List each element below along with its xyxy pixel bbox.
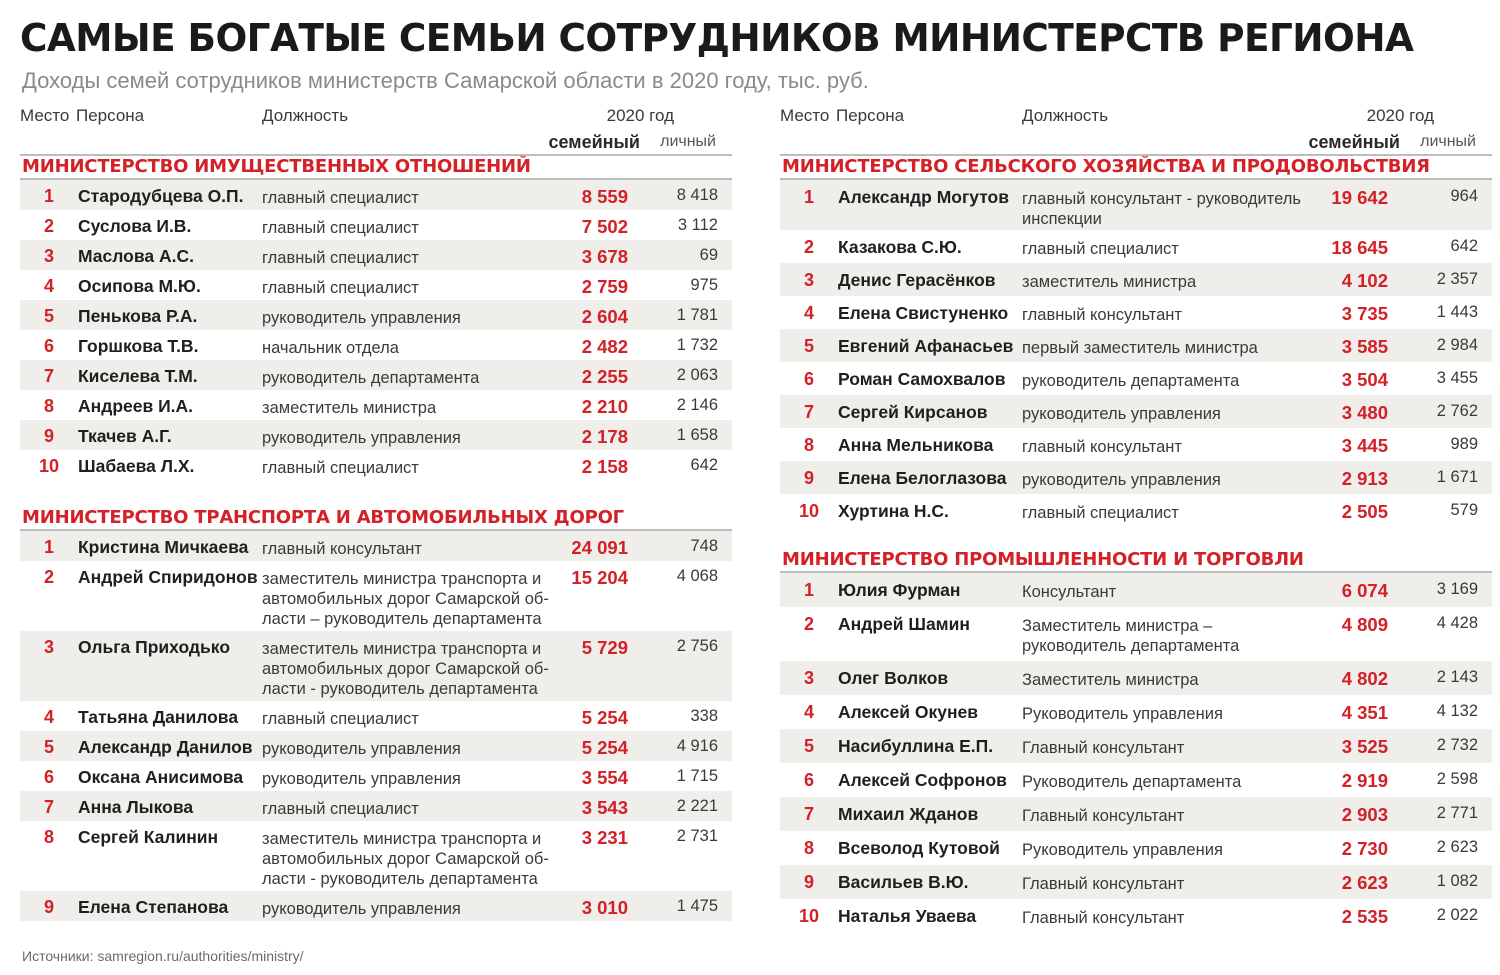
row-position: заместитель министра транспорта и автомобильных дорог Самарской об- ласти - руководитель департамента (262, 830, 549, 888)
table-header (780, 100, 1492, 156)
row-family-income: 2 255 (581, 366, 628, 387)
row-position: главный консультант (262, 540, 422, 558)
table-row (20, 180, 732, 210)
row-personal-income: 642 (690, 456, 718, 474)
row-person-name: Киселева Т.М. (78, 366, 198, 386)
row-place: 3 (803, 270, 814, 290)
row-person-name: Роман Самохвалов (838, 369, 1006, 389)
row-family-income: 5 254 (581, 707, 628, 728)
row-place: 1 (43, 537, 54, 557)
row-person-name: Хуртина Н.С. (838, 501, 949, 521)
section-property (20, 156, 732, 480)
row-place: 8 (43, 827, 54, 847)
row-family-income: 7 502 (581, 216, 628, 237)
row-personal-income: 1 443 (1436, 303, 1478, 321)
row-position: Руководитель управления (1022, 705, 1223, 723)
row-place: 8 (803, 838, 814, 858)
row-position: начальник отдела (262, 339, 399, 357)
row-place: 3 (803, 668, 814, 688)
row-place: 3 (43, 246, 54, 266)
table-row (780, 865, 1492, 899)
row-person-name: Михаил Жданов (838, 804, 979, 824)
row-person-name: Сергей Кирсанов (838, 402, 988, 422)
row-position: главный консультант (1022, 306, 1182, 324)
row-personal-income: 2 771 (1436, 804, 1478, 822)
row-person-name: Александр Могутов (838, 187, 1009, 207)
table-row (780, 831, 1492, 865)
row-personal-income: 1 475 (676, 897, 718, 915)
row-personal-income: 2 732 (1436, 736, 1478, 754)
row-person-name: Маслова А.С. (78, 246, 194, 266)
row-position: руководитель управления (262, 740, 461, 758)
header-divider (780, 154, 1492, 156)
row-place: 5 (43, 737, 54, 757)
row-personal-income: 579 (1450, 501, 1478, 519)
row-family-income: 8 559 (581, 186, 628, 207)
row-personal-income: 1 781 (676, 306, 718, 324)
page-subtitle: Доходы семей сотрудников министерств Самарской области в 2020 году, тыс. руб. (22, 68, 869, 93)
row-position: Руководитель департамента (1022, 773, 1242, 791)
row-position: главный специалист (262, 279, 419, 297)
row-position: заместитель министра транспорта и автомобильных дорог Самарской об- ласти - руководитель департамента (262, 640, 549, 698)
row-family-income: 2 759 (581, 276, 628, 297)
row-position: главный специалист (262, 219, 419, 237)
row-family-income: 3 543 (581, 797, 628, 818)
header-year: 2020 год (606, 106, 674, 125)
row-position: главный консультант - руководитель инспекции (1022, 190, 1301, 228)
row-family-income: 6 074 (1341, 580, 1388, 601)
row-position: главный специалист (1022, 240, 1179, 258)
row-position: руководитель департамента (262, 369, 480, 387)
row-personal-income: 2 357 (1436, 270, 1478, 288)
row-personal-income: 2 221 (676, 797, 718, 815)
table-row (780, 573, 1492, 607)
row-position: руководитель управления (262, 900, 461, 918)
row-place: 6 (803, 770, 814, 790)
row-person-name: Казакова С.Ю. (838, 237, 962, 257)
row-place: 1 (43, 186, 54, 206)
table-row (20, 210, 732, 240)
row-place: 10 (38, 456, 60, 476)
row-position: главный специалист (262, 249, 419, 267)
page-title: САМЫЕ БОГАТЫЕ СЕМЬИ СОТРУДНИКОВ МИНИСТЕРСТВ РЕГИОНА (20, 16, 1414, 60)
table-row (20, 631, 732, 701)
row-personal-income: 1 658 (676, 426, 718, 444)
row-person-name: Стародубцева О.П. (78, 186, 244, 206)
row-family-income: 3 231 (581, 827, 628, 848)
row-personal-income: 2 146 (676, 396, 718, 414)
header-family: семейный (548, 132, 640, 152)
row-position: руководитель управления (262, 770, 461, 788)
section-industry (780, 549, 1492, 933)
row-person-name: Андреев И.А. (78, 396, 194, 416)
row-person-name: Андрей Шамин (838, 614, 970, 634)
header-year: 2020 год (1366, 106, 1434, 125)
row-person-name: Анна Лыкова (78, 797, 194, 817)
row-family-income: 2 210 (581, 396, 628, 417)
table-row (780, 230, 1492, 263)
row-person-name: Алексей Софронов (838, 770, 1007, 790)
table-row (780, 395, 1492, 428)
row-position: руководитель управления (262, 309, 461, 327)
row-position: Главный консультант (1022, 807, 1185, 825)
row-place: 2 (43, 216, 54, 236)
table-row (20, 731, 732, 761)
row-person-name: Ткачев А.Г. (78, 426, 172, 446)
row-personal-income: 748 (690, 537, 718, 555)
row-family-income: 2 903 (1341, 804, 1388, 825)
row-family-income: 3 504 (1341, 369, 1388, 390)
row-family-income: 19 642 (1331, 187, 1388, 208)
source-note: Источники: samregion.ru/authorities/ministry/ (22, 948, 304, 964)
row-family-income: 24 091 (571, 537, 628, 558)
right-column (780, 100, 1492, 933)
row-personal-income: 1 671 (1436, 468, 1478, 486)
section-title: МИНИСТЕРСТВО ИМУЩЕСТВЕННЫХ ОТНОШЕНИЙ (20, 156, 732, 180)
row-personal-income: 338 (690, 707, 718, 725)
row-family-income: 3 525 (1341, 736, 1388, 757)
section-title: МИНИСТЕРСТВО ПРОМЫШЛЕННОСТИ И ТОРГОВЛИ (780, 549, 1492, 573)
row-position: руководитель департамента (1022, 372, 1240, 390)
table-header (20, 100, 732, 156)
table-row (780, 494, 1492, 527)
row-person-name: Насибуллина Е.П. (838, 736, 994, 756)
row-person-name: Александр Данилов (78, 737, 253, 757)
row-person-name: Елена Белоглазова (838, 468, 1007, 488)
row-personal-income: 642 (1450, 237, 1478, 255)
row-family-income: 3 585 (1341, 336, 1388, 357)
table-row (20, 531, 732, 561)
header-place: Место (20, 106, 70, 125)
row-family-income: 2 535 (1341, 906, 1388, 927)
row-family-income: 18 645 (1331, 237, 1388, 258)
row-personal-income: 2 762 (1436, 402, 1478, 420)
row-position: Главный консультант (1022, 739, 1185, 757)
row-family-income: 4 351 (1341, 702, 1388, 723)
table-row (20, 330, 732, 360)
row-personal-income: 2 984 (1436, 336, 1478, 354)
row-place: 6 (43, 767, 54, 787)
header-divider (20, 154, 732, 156)
row-place: 4 (43, 707, 54, 727)
row-position: Главный консультант (1022, 909, 1185, 927)
table-row (780, 661, 1492, 695)
row-place: 4 (43, 276, 54, 296)
section-title: МИНИСТЕРСТВО ТРАНСПОРТА И АВТОМОБИЛЬНЫХ ДОРОГ (20, 507, 732, 531)
row-family-income: 3 480 (1341, 402, 1388, 423)
table-row (780, 797, 1492, 831)
row-place: 10 (798, 906, 820, 926)
table-row (780, 263, 1492, 296)
row-person-name: Елена Степанова (78, 897, 229, 917)
row-position: главный консультант (1022, 438, 1182, 456)
table-row (780, 899, 1492, 933)
row-personal-income: 2 063 (676, 366, 718, 384)
row-place: 3 (43, 637, 54, 657)
table-row (20, 390, 732, 420)
row-position: заместитель министра транспорта и автомобильных дорог Самарской об- ласти – руководитель департамента (262, 570, 549, 628)
row-personal-income: 3 455 (1436, 369, 1478, 387)
table-row (20, 701, 732, 731)
table-row (20, 821, 732, 891)
row-position: заместитель министра (262, 399, 437, 417)
header-position: Должность (1022, 106, 1109, 125)
row-position: Заместитель министра (1022, 671, 1199, 689)
table-row (20, 300, 732, 330)
table-row (780, 729, 1492, 763)
table-row (780, 362, 1492, 395)
header-personal: личный (660, 133, 716, 150)
row-family-income: 4 809 (1341, 614, 1388, 635)
row-place: 2 (803, 614, 814, 634)
row-position: заместитель министра (1022, 273, 1197, 291)
row-place: 7 (43, 366, 54, 386)
row-position: Заместитель министра – руководитель департамента (1022, 617, 1240, 655)
row-place: 2 (43, 567, 54, 587)
row-position: Главный консультант (1022, 875, 1185, 893)
row-person-name: Кристина Мичкаева (78, 537, 249, 557)
row-place: 8 (803, 435, 814, 455)
row-family-income: 2 919 (1341, 770, 1388, 791)
row-personal-income: 975 (690, 276, 718, 294)
row-family-income: 3 554 (581, 767, 628, 788)
row-family-income: 2 913 (1341, 468, 1388, 489)
row-person-name: Шабаева Л.Х. (78, 456, 195, 476)
table-row (20, 270, 732, 300)
row-personal-income: 2 598 (1436, 770, 1478, 788)
row-person-name: Оксана Анисимова (78, 767, 244, 787)
row-person-name: Ольга Приходько (78, 637, 231, 657)
row-position: Консультант (1022, 583, 1117, 601)
table-row (20, 240, 732, 270)
row-place: 7 (43, 797, 54, 817)
left-column (20, 100, 732, 921)
row-place: 1 (803, 580, 814, 600)
row-person-name: Юлия Фурман (838, 580, 961, 600)
row-place: 7 (803, 402, 814, 422)
row-place: 1 (803, 187, 814, 207)
table-row (20, 360, 732, 390)
table-row (20, 450, 732, 480)
row-place: 10 (798, 501, 820, 521)
table-row (20, 420, 732, 450)
header-place: Место (780, 106, 830, 125)
row-place: 5 (43, 306, 54, 326)
row-personal-income: 1 732 (676, 336, 718, 354)
table-row (20, 561, 732, 631)
row-place: 4 (803, 702, 814, 722)
row-person-name: Сергей Калинин (78, 827, 219, 847)
row-personal-income: 4 132 (1436, 702, 1478, 720)
row-personal-income: 1 715 (676, 767, 718, 785)
row-position: руководитель управления (1022, 405, 1221, 423)
row-family-income: 15 204 (571, 567, 628, 588)
row-personal-income: 3 169 (1436, 580, 1478, 598)
row-position: руководитель управления (1022, 471, 1221, 489)
table-row (780, 607, 1492, 661)
row-family-income: 3 678 (581, 246, 628, 267)
row-place: 6 (43, 336, 54, 356)
row-place: 9 (803, 872, 814, 892)
row-place: 5 (803, 336, 814, 356)
row-family-income: 5 254 (581, 737, 628, 758)
row-family-income: 4 802 (1341, 668, 1388, 689)
row-family-income: 2 730 (1341, 838, 1388, 859)
row-person-name: Осипова М.Ю. (78, 276, 201, 296)
row-position: руководитель управления (262, 429, 461, 447)
row-family-income: 2 505 (1341, 501, 1388, 522)
row-person-name: Всеволод Кутовой (838, 838, 1000, 858)
table-row (780, 428, 1492, 461)
row-personal-income: 2 756 (676, 637, 718, 655)
row-personal-income: 2 143 (1436, 668, 1478, 686)
row-person-name: Горшкова Т.В. (78, 336, 199, 356)
table-row (780, 329, 1492, 362)
row-family-income: 2 158 (581, 456, 628, 477)
table-row (780, 180, 1492, 230)
row-place: 2 (803, 237, 814, 257)
row-family-income: 3 010 (581, 897, 628, 918)
row-family-income: 2 178 (581, 426, 628, 447)
section-agriculture (780, 156, 1492, 527)
row-personal-income: 3 112 (677, 216, 718, 234)
row-place: 8 (43, 396, 54, 416)
row-personal-income: 2 022 (1436, 906, 1478, 924)
row-personal-income: 4 428 (1436, 614, 1478, 632)
table-row (20, 791, 732, 821)
row-position: главный специалист (262, 800, 419, 818)
row-personal-income: 2 731 (676, 827, 718, 845)
row-person-name: Елена Свистуненко (838, 303, 1009, 323)
table-row (780, 763, 1492, 797)
row-place: 9 (43, 426, 54, 446)
row-family-income: 2 604 (581, 306, 628, 327)
row-person-name: Наталья Уваева (838, 906, 977, 926)
row-place: 4 (803, 303, 814, 323)
header-position: Должность (262, 106, 349, 125)
row-personal-income: 1 082 (1436, 872, 1478, 890)
table-row (780, 296, 1492, 329)
table-row (780, 695, 1492, 729)
row-position: первый заместитель министра (1022, 339, 1258, 357)
row-personal-income: 2 623 (1436, 838, 1478, 856)
row-position: главный специалист (262, 189, 419, 207)
row-person-name: Евгений Афанасьев (838, 336, 1014, 356)
row-person-name: Пенькова Р.А. (78, 306, 198, 326)
section-transport (20, 507, 732, 921)
row-personal-income: 69 (699, 246, 718, 264)
header-person: Персона (76, 106, 145, 125)
row-position: главный специалист (1022, 504, 1179, 522)
header-family: семейный (1308, 132, 1400, 152)
header-person: Персона (836, 106, 905, 125)
row-person-name: Васильев В.Ю. (838, 872, 969, 892)
row-person-name: Анна Мельникова (838, 435, 994, 455)
row-position: главный специалист (262, 710, 419, 728)
row-personal-income: 4 916 (676, 737, 718, 755)
row-personal-income: 8 418 (676, 186, 718, 204)
row-family-income: 4 102 (1341, 270, 1388, 291)
row-family-income: 2 482 (581, 336, 628, 357)
row-place: 9 (43, 897, 54, 917)
row-place: 6 (803, 369, 814, 389)
row-person-name: Татьяна Данилова (78, 707, 239, 727)
table-row (780, 461, 1492, 494)
row-person-name: Андрей Спиридонов (78, 567, 258, 587)
row-personal-income: 4 068 (676, 567, 718, 585)
row-position: Руководитель управления (1022, 841, 1223, 859)
row-personal-income: 989 (1450, 435, 1478, 453)
row-person-name: Алексей Окунев (838, 702, 979, 722)
row-place: 7 (803, 804, 814, 824)
row-person-name: Олег Волков (838, 668, 949, 688)
header-personal: личный (1420, 133, 1476, 150)
table-row (20, 761, 732, 791)
section-title: МИНИСТЕРСТВО СЕЛЬСКОГО ХОЗЯЙСТВА И ПРОДОВОЛЬСТВИЯ (780, 156, 1492, 180)
row-personal-income: 964 (1450, 187, 1478, 205)
table-row (20, 891, 732, 921)
row-person-name: Суслова И.В. (78, 216, 192, 236)
row-family-income: 2 623 (1341, 872, 1388, 893)
row-family-income: 5 729 (581, 637, 628, 658)
row-family-income: 3 735 (1341, 303, 1388, 324)
row-person-name: Денис Герасёнков (838, 270, 996, 290)
row-position: главный специалист (262, 459, 419, 477)
row-family-income: 3 445 (1341, 435, 1388, 456)
row-place: 9 (803, 468, 814, 488)
row-place: 5 (803, 736, 814, 756)
